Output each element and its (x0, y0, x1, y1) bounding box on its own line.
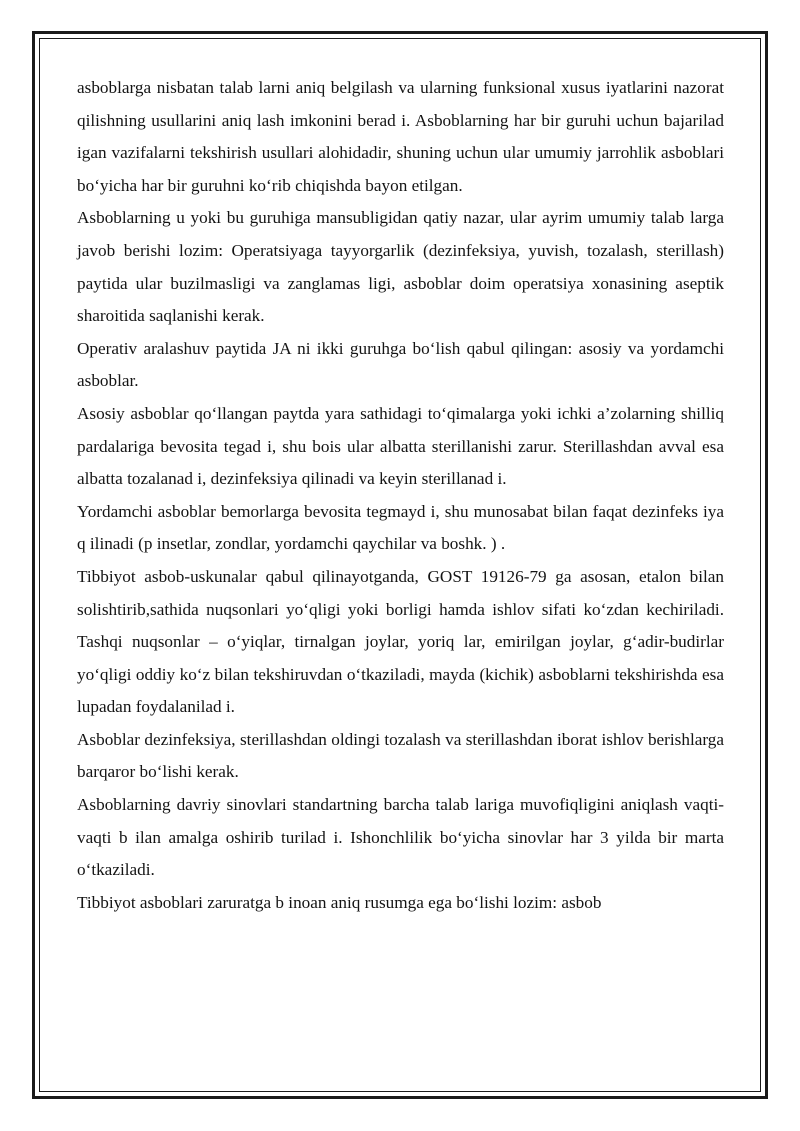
paragraph-9: Tibbiyot asboblari zaruratga b inoan aniq rusumga ega bo‘lishi lozim: asbob (77, 892, 602, 912)
paragraph-5: Yordamchi asboblar bemorlarga bevosita tegmayd i, shu munosabat bilan faqat dezinfeks iya q ilinadi (p insetlar, zondlar, yordamchi qaychilar va boshk. ) . (77, 501, 724, 554)
paragraph-4: Asosiy asboblar qo‘llangan paytda yara sathidagi to‘qimalarga yoki ichki a’zolarning shilliq pardalariga bevosita tegad i, shu bois ular albatta sterillanishi zarur. Sterillashdan avval esa albatta tozalanad i, dezinfeksiya qilinadi va keyin sterillanad i. (77, 403, 724, 489)
paragraph-3: Operativ aralashuv paytida JA ni ikki guruhga bo‘lish qabul qilingan: asosiy va yordamchi asboblar. (77, 338, 724, 391)
paragraph-1: asboblarga nisbatan talab larni aniq belgilash va ularning funksional xusus iyatlarini nazorat qilishning usullarini aniq lash imkonini berad i. Asboblarning har bir guruhi uchun bajarilad igan vazifalarni tekshirish usullari alohidadir, shuning uchun ular umumiy jarrohlik asboblari bo‘yicha har bir guruhni ko‘rib chiqishda bayon etilgan. (77, 78, 724, 195)
paragraph-7: Asboblar dezinfeksiya, sterillashdan oldingi tozalash va sterillashdan iborat ishlov berishlarga barqaror bo‘lishi kerak. (77, 729, 724, 782)
document-body (77, 72, 724, 919)
paragraph-6: Tibbiyot asbob-uskunalar qabul qilinayotganda, GOST 19126-79 ga asosan, etalon bilan solishtirib,sathida nuqsonlari yo‘qligi yoki borligi hamda ishlov sifati ko‘zdan kechiriladi. Tashqi nuqsonlar – o‘yiqlar, tirnalgan joylar, yoriq lar, emirilgan joylar, g‘adir-budirlar yo‘qligi oddiy ko‘z bilan tekshiruvdan o‘tkaziladi, mayda (kichik) asboblarni tekshirishda esa lupadan foydalanilad i. (77, 566, 724, 717)
paragraph-2: Asboblarning u yoki bu guruhiga mansubligidan qatiy nazar, ular ayrim umumiy talab larga javob berishi lozim: Operatsiyaga tayyorgarlik (dezinfeksiya, yuvish, tozalash, sterillash) paytida ular buzilmasligi va zanglamas ligi, asboblar doim operatsiya xonasining aseptik sharoitida saqlanishi kerak. (77, 208, 724, 326)
paragraph-8: Asboblarning davriy sinovlari standartning barcha talab lariga muvofiqligini aniqlash vaqti-vaqti b ilan amalga oshirib turilad i. Ishonchlilik bo‘yicha sinovlar har 3 yilda bir marta o‘tkaziladi. (77, 795, 724, 880)
